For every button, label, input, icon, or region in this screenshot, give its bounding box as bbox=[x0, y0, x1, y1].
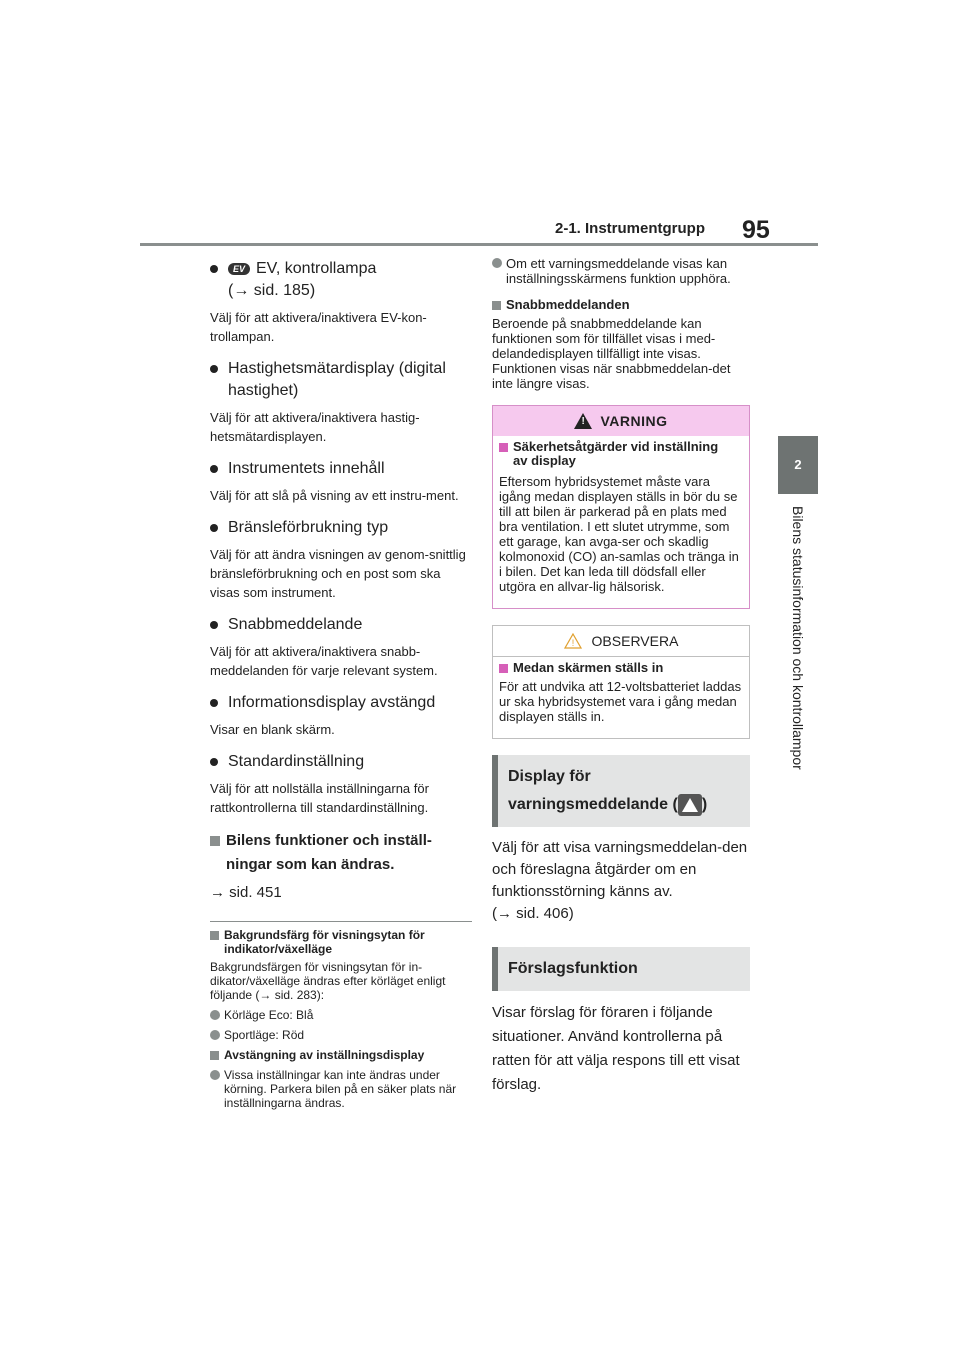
header-rule bbox=[140, 243, 818, 246]
left-column bbox=[210, 258, 472, 1116]
caution-icon bbox=[564, 633, 582, 649]
note-bullet: Vissa inställningar kan inte ändras under körning. Parkera bilen på en säker plats när inställningarna ändras. bbox=[210, 1068, 472, 1110]
square-bullet-icon bbox=[492, 301, 501, 310]
bullet-icon bbox=[210, 699, 218, 707]
functions-heading: Bilens funktioner och inställ- ningar som kan ändras. bbox=[210, 829, 472, 877]
square-bullet-icon bbox=[210, 931, 219, 940]
warning-message-icon bbox=[678, 794, 702, 816]
square-bullet-icon bbox=[499, 443, 508, 452]
bullet-icon bbox=[210, 265, 218, 273]
divider bbox=[210, 921, 472, 922]
note-bullet: Om ett varningsmeddelande visas kan inställningsskärmens funktion upphöra. bbox=[492, 256, 750, 286]
list-item: Informationsdisplay avstängd bbox=[210, 692, 472, 714]
list-item: Bränsleförbrukning typ bbox=[210, 517, 472, 539]
suggest-heading: Förslagsfunktion bbox=[492, 947, 750, 991]
circle-bullet-icon bbox=[492, 258, 502, 268]
warning-heading: Säkerhetsåtgärder vid inställning av display bbox=[499, 440, 743, 468]
display-text: Välj för att visa varningsmeddelan-den och föreslagna åtgärder om en funktionsstörning känns av. bbox=[492, 839, 748, 900]
square-bullet-icon bbox=[210, 836, 220, 846]
notice-heading: Medan skärmen ställs in bbox=[499, 661, 743, 675]
warning-icon bbox=[574, 413, 592, 429]
item-description: Välj för att aktivera/inaktivera hastig-hetsmätardisplayen. bbox=[210, 410, 420, 444]
chapter-tab: 2 bbox=[778, 436, 818, 494]
note-heading: Avstängning av inställningsdisplay bbox=[210, 1048, 472, 1062]
bullet-icon bbox=[210, 465, 218, 473]
warning-title: ! VARNING bbox=[493, 406, 749, 436]
page-number: 95 bbox=[742, 216, 770, 244]
notice-body bbox=[493, 657, 749, 738]
item-description: Välj för att aktivera/inaktivera EV-kon-trollampan. bbox=[210, 310, 427, 344]
list-item: Instrumentets innehåll bbox=[210, 458, 472, 480]
circle-bullet-icon bbox=[210, 1010, 220, 1020]
warning-text: Eftersom hybridsystemet måste vara igång medan displayen ställs in bör du se till att bilen är parkerad på en plats med bra ventilation. I ett slutet utrymme, som ett garage, kan avga-ser och skadlig kolmonoxid (CO) an-samlas och tränga in i bilen. Det kan leda till dödsfall eller utgöra en allvar-lig hälsorisk. bbox=[499, 474, 739, 594]
warning-body bbox=[493, 436, 749, 608]
bullet-icon bbox=[210, 524, 218, 532]
right-column bbox=[492, 256, 750, 1097]
list-item: Standardinställning bbox=[210, 751, 472, 773]
warning-box bbox=[492, 405, 750, 609]
item-description: Välj för att slå på visning av ett instru-ment. bbox=[210, 488, 459, 503]
notice-text: För att undvika att 12-voltsbatteriet laddas ur ska hybridsystemet vara i gång medan displayen ställs in. bbox=[499, 679, 742, 724]
list-item: EV EV, kontrollampa (→ sid. 185) bbox=[210, 258, 472, 302]
notice-box bbox=[492, 625, 750, 739]
display-heading: Display för varningsmeddelande ( ) bbox=[492, 755, 750, 827]
svg-text:!: ! bbox=[571, 638, 574, 648]
item-description: Välj för att ändra visningen av genom-snittlig bränsleförbrukning och en post som ska visas som instrument. bbox=[210, 547, 466, 600]
list-item: Snabbmeddelande bbox=[210, 614, 472, 636]
note-text: Beroende på snabbmeddelande kan funktionen som för tillfället visas i med-delandedisplayen tillfälligt inte visas. Funktionen visas när snabbmeddelan-det inte längre visas. bbox=[492, 316, 731, 391]
functions-ref: → sid. 451 bbox=[210, 884, 282, 901]
display-ref: (→ sid. 406) bbox=[492, 905, 574, 922]
suggest-text: Visar förslag för föraren i följande situationer. Använd kontrollerna på ratten för att välja respons till ett visat förslag. bbox=[492, 1004, 740, 1093]
bullet-icon bbox=[210, 758, 218, 766]
bullet-icon bbox=[210, 365, 218, 373]
circle-bullet-icon bbox=[210, 1030, 220, 1040]
circle-bullet-icon bbox=[210, 1070, 220, 1080]
note-text: Bakgrundsfärgen för visningsytan för in-dikator/växelläge ändras efter körläget enligt följande (→ sid. 283): bbox=[210, 960, 446, 1002]
list-item: Hastighetsmätardisplay (digital hastighet) bbox=[210, 358, 472, 402]
square-bullet-icon bbox=[499, 664, 508, 673]
item-description: Välj för att aktivera/inaktivera snabb-meddelanden för varje relevant system. bbox=[210, 644, 438, 678]
note-bullet: Sportläge: Röd bbox=[210, 1028, 472, 1042]
ev-icon: EV bbox=[228, 263, 250, 275]
note-heading: Bakgrundsfärg för visningsytan för indikator/växelläge bbox=[210, 928, 472, 956]
chapter-title: Bilens statusinformation och kontrollampor bbox=[790, 506, 806, 770]
note-heading: Snabbmeddelanden bbox=[492, 298, 750, 312]
note-bullet: Körläge Eco: Blå bbox=[210, 1008, 472, 1022]
square-bullet-icon bbox=[210, 1051, 219, 1060]
bullet-icon bbox=[210, 621, 218, 629]
section-label: 2-1. Instrumentgrupp bbox=[555, 220, 706, 237]
item-description: Välj för att nollställa inställningarna för rattkontrollerna till standardinställning. bbox=[210, 781, 429, 815]
notice-title: ! OBSERVERA bbox=[493, 626, 749, 657]
item-description: Visar en blank skärm. bbox=[210, 722, 335, 737]
